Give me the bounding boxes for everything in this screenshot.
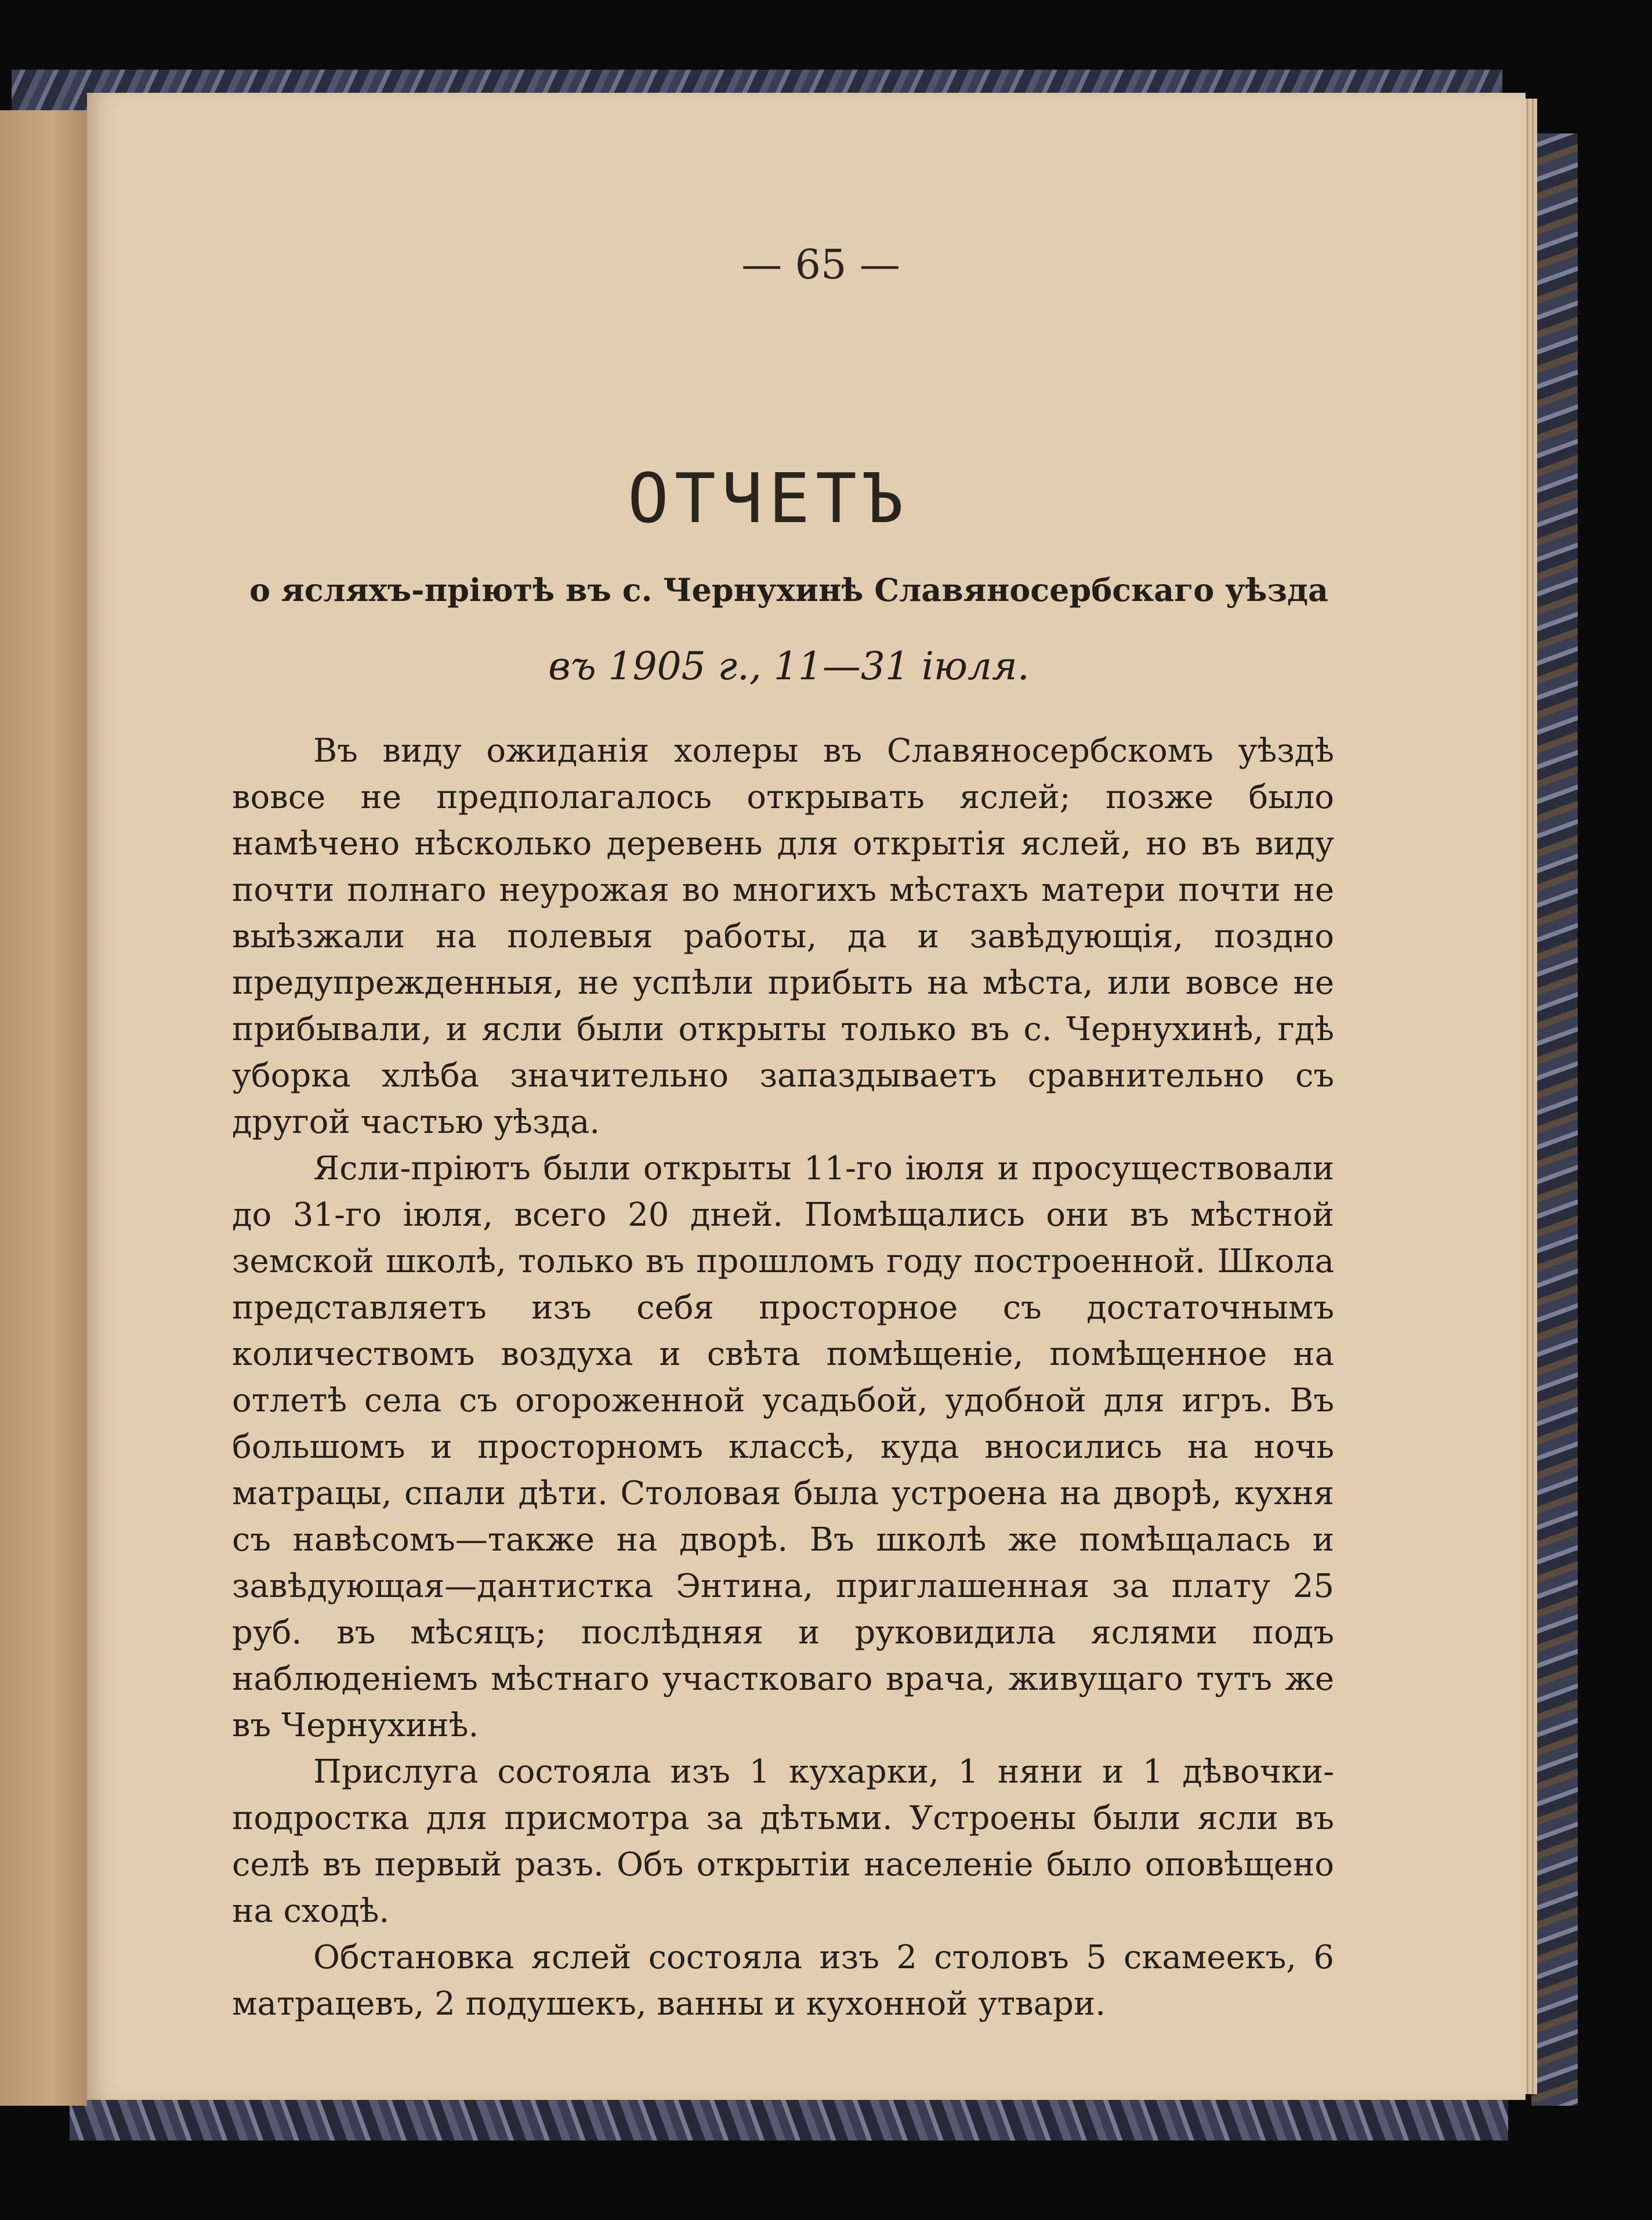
previous-page-edge: [0, 110, 87, 2106]
body-text: [232, 728, 1334, 2027]
marbled-cover-right: [1531, 133, 1578, 2106]
report-subtitle: о ясляхъ-пріютѣ въ с. Чернухинѣ Славяносербскаго уѣзда: [249, 571, 1329, 609]
page-number: — 65 —: [741, 241, 900, 288]
paragraph: Обстановка яслей состояла изъ 2 столовъ 5 скамеекъ, 6 матрацевъ, 2 подушекъ, ванны и кухонной утвари.: [232, 1939, 1334, 2023]
paragraph: Ясли-пріютъ были открыты 11-го іюля и просуществовали до 31-го іюля, всего 20 дней. Помѣщались они въ мѣстной земской школѣ, только въ прошломъ году построенной. Школа представляетъ изъ себя просторное съ достаточнымъ количествомъ воздуха и свѣта помѣщеніе, помѣщенное на отлетѣ села съ огороженной усадьбой, удобной для игръ. Въ большомъ и просторномъ классѣ, куда вносились на ночь матрацы, спали дѣти. Столовая была устроена на дворѣ, кухня съ навѣсомъ—также на дворѣ. Въ школѣ же помѣщалась и завѣдующая—дантистка Энтина, приглашенная за плату 25 руб. въ мѣсяцъ; послѣдняя и руковидила яслями подъ наблюденіемъ мѣстнаго участковаго врача, живущаго тутъ же въ Чернухинѣ.: [232, 1150, 1334, 1744]
report-dateline: въ 1905 г., 11—31 іюля.: [548, 644, 1030, 689]
paragraph: Въ виду ожиданія холеры въ Славяносербскомъ уѣздѣ вовсе не предполагалось открывать яслей; позже было намѣчено нѣсколько деревень для открытія яслей, но въ виду почти полнаго неурожая во многихъ мѣстахъ матери почти не выѣзжали на полевыя работы, да и завѣдующія, поздно предупрежденныя, не успѣли прибыть на мѣста, или вовсе не прибывали, и ясли были открыты только въ с. Чернухинѣ, гдѣ уборка хлѣба значительно запаздываетъ сравнительно съ другой частью уѣзда.: [232, 732, 1334, 1141]
paragraph: Прислуга состояла изъ 1 кухарки, 1 няни и 1 дѣвочки-подростка для присмотра за дѣтьми. Устроены были ясли въ селѣ въ первый разъ. Объ открытіи населеніе было оповѣщено на сходѣ.: [232, 1753, 1334, 1930]
report-title: ОТЧЕТЪ: [627, 458, 910, 538]
